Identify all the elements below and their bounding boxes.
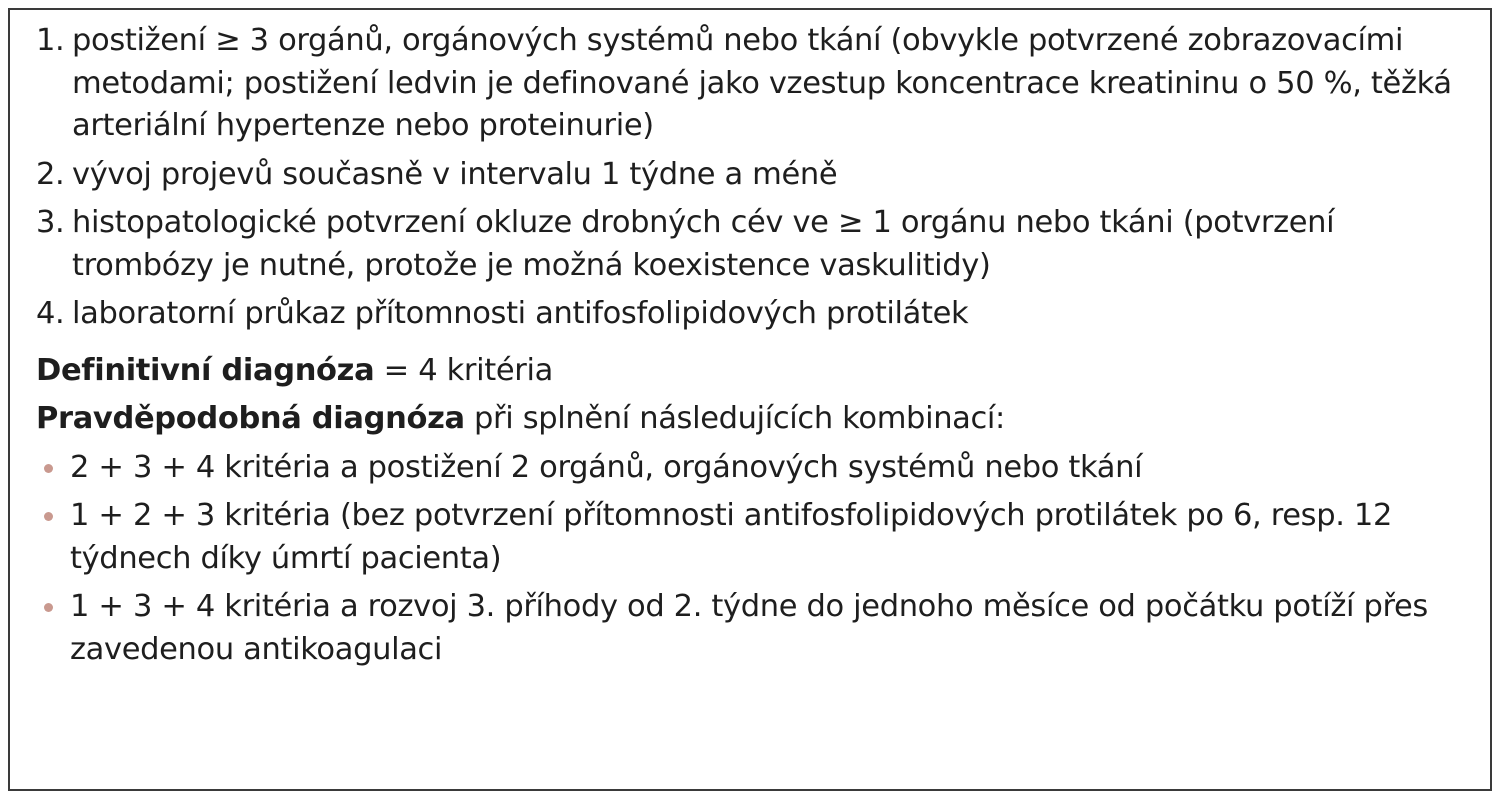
- combination-text: 1 + 3 + 4 kritéria a rozvoj 3. příhody od 2. týdne do jednoho měsíce od počátku potíží přes zavedenou antikoagulaci: [70, 589, 1428, 667]
- criterion-number: 2.: [36, 156, 65, 192]
- criterion-number: 3.: [36, 205, 65, 240]
- bullet-dot-icon: [44, 464, 53, 473]
- criterion-text: postižení ≥ 3 orgánů, orgánových systémů nebo tkání (obvykle potvrzené zobrazovacími metodami; postižení ledvin je definované jako vzestup koncentrace kreatininu o 50 %, těžká arteriální hypertenze nebo proteinurie): [72, 23, 1452, 143]
- criterion-text: laboratorní průkaz přítomnosti antifosfolipidových protilátek: [72, 296, 969, 331]
- diagnosis-section: [36, 350, 1464, 672]
- criterion-item: [36, 154, 1464, 197]
- criterion-text: histopatologické potvrzení okluze drobných cév ve ≥ 1 orgánu nebo tkáni (potvrzení trombózy je nutné, protože je možná koexistence vaskulitidy): [72, 205, 1335, 283]
- criterion-item: [36, 202, 1464, 287]
- definitive-diagnosis: [36, 350, 1464, 393]
- bullet-dot-icon: [44, 512, 53, 521]
- combination-list: [36, 447, 1464, 672]
- definitive-diagnosis-label: Definitivní diagnóza: [36, 352, 375, 388]
- criterion-number: 4.: [36, 296, 65, 331]
- probable-diagnosis: [36, 398, 1464, 441]
- criteria-list: [36, 20, 1464, 336]
- combination-item: [36, 586, 1464, 671]
- combination-item: [36, 495, 1464, 580]
- criterion-item: [36, 293, 1464, 336]
- combination-text: 1 + 2 + 3 kritéria (bez potvrzení přítomnosti antifosfolipidových protilátek po 6, resp. 12 týdnech díky úmrtí pacienta): [70, 498, 1393, 576]
- combination-item: [36, 447, 1464, 490]
- probable-diagnosis-label: Pravděpodobná diagnóza: [36, 401, 465, 436]
- criterion-item: [36, 20, 1464, 148]
- criterion-number: 1.: [36, 23, 65, 58]
- combination-text: 2 + 3 + 4 kritéria a postižení 2 orgánů, orgánových systémů nebo tkání: [70, 449, 1143, 485]
- criteria-box: [8, 8, 1492, 791]
- probable-diagnosis-text: při splnění následujících kombinací:: [464, 401, 1005, 436]
- definitive-diagnosis-text: = 4 kritéria: [374, 352, 553, 388]
- criterion-text: vývoj projevů současně v intervalu 1 týdne a méně: [72, 156, 838, 192]
- bullet-dot-icon: [44, 603, 53, 612]
